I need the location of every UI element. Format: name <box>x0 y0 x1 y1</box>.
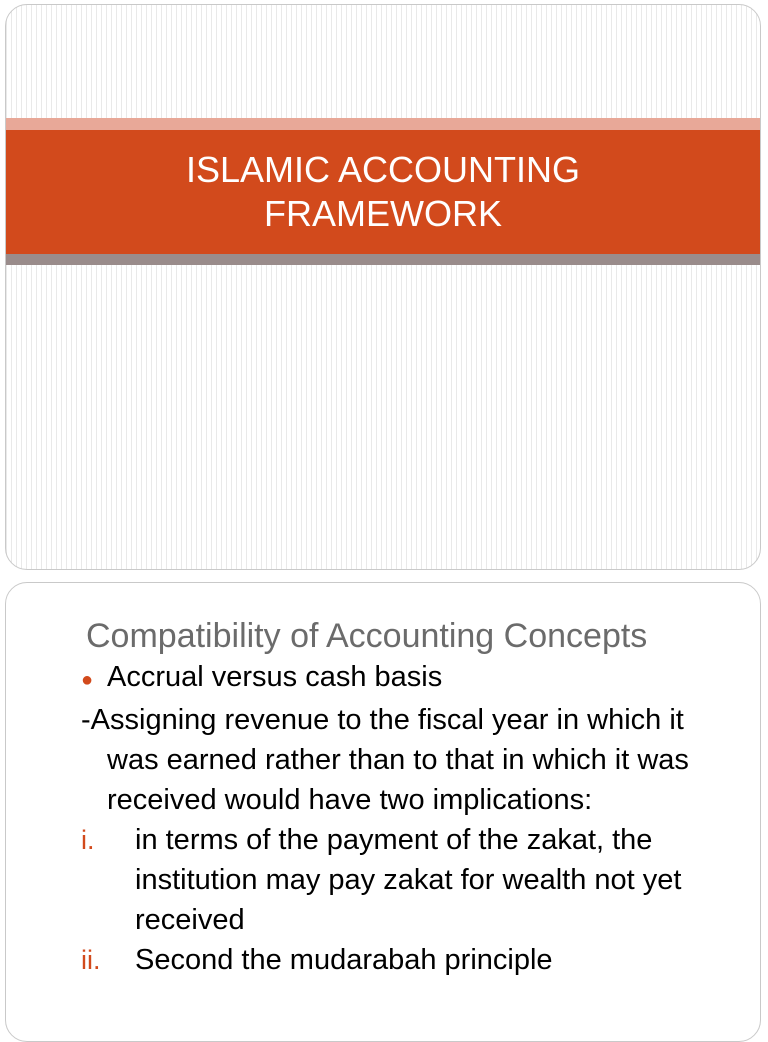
slide-body <box>81 657 741 980</box>
slide-title: ISLAMIC ACCOUNTING FRAMEWORK <box>185 149 581 234</box>
title-slide <box>5 4 761 570</box>
title-band-top-stripe <box>6 118 760 130</box>
list-text: in terms of the payment of the zakat, the institution may pay zakat for wealth not yet received <box>135 824 682 936</box>
list-marker: i. <box>81 825 95 855</box>
title-band <box>6 130 760 254</box>
paragraph: -Assigning revenue to the fiscal year in which it was earned rather than to that in which it was received would have two implications: <box>81 704 689 816</box>
title-band-bottom-stripe <box>6 254 760 265</box>
content-slide <box>5 582 761 1042</box>
bullet-item <box>81 657 741 700</box>
list-marker: ii. <box>81 945 101 975</box>
slide-heading: Compatibility of Accounting Concepts <box>86 617 648 655</box>
list-text: Second the mudarabah principle <box>135 944 553 976</box>
list-item <box>81 820 741 940</box>
list-item <box>81 940 741 980</box>
bullet-text: Accrual versus cash basis <box>107 661 443 693</box>
bullet-dot-icon: ● <box>81 669 94 691</box>
